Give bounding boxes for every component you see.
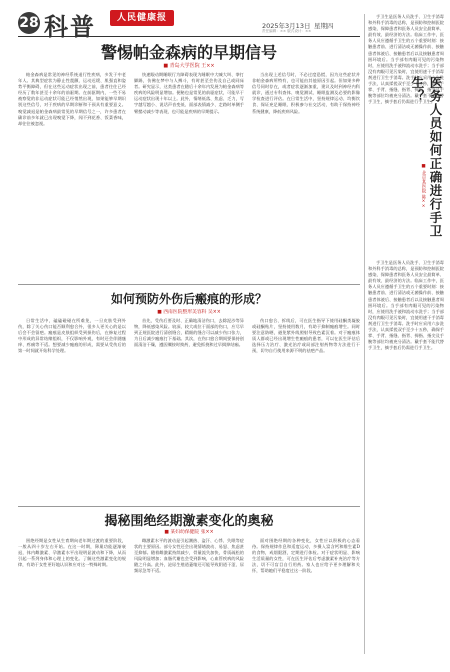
paragraph: 围绝经期是女性从生育期向老年期过渡的重要阶段，一般从四十岁左右开始。在这一时期，卵巢功能逐渐衰退，体内雌激素、孕激素水平出现明显波动和下降，从而引起一系列身体和心理上的变化。了解这些激素变化的规律，有助于女性更好地认识和应对这一特殊时期。 — [18, 538, 126, 568]
issue-date: 2025年3月13日 — [262, 22, 311, 30]
article-parkinson — [18, 38, 360, 256]
article-scar — [18, 288, 360, 500]
sidebar-intro — [368, 14, 444, 105]
article-hormone — [18, 508, 360, 668]
sidebar-body — [368, 260, 444, 660]
article-column-3 — [252, 318, 360, 498]
paragraph: 首先，受伤后要及时、正确地清洁伤口，去除泥沙等异物，降低感染风险。较深、较大或位于面部的伤口，应尽早到正规医院进行清创缝合，精细的缝合可以减少伤口张力，为日后减少瘢痕打下基础。其次，在伤口愈合期间要保持创面清洁干燥，遵医嘱按时换药，避免抓挠和过早揭掉结痂。 — [134, 318, 244, 348]
article-author: ■ 青岛大学医院 王×× — [163, 63, 215, 69]
paragraph: 日常生活中，磕磕碰碰在所难免，一旦皮肤受到外伤，除了关心伤口能否顺利愈合外，很多人更关心的是以后会不会留疤。瘢痕是皮肤组织受到损伤后，在修复过程中形成的异常结缔组织，不仅影响外观，有时还会伴随瘙痒、疼痛等不适。想要减少瘢痕的形成，需要从受伤后的第一时间就开始科学处理。 — [18, 318, 126, 354]
article-title: 如何预防外伤后瘢痕的形成？ — [110, 292, 267, 306]
article-column-3 — [252, 72, 360, 254]
paragraph: 手卫生是医务人员洗手、卫生手消毒和外科手消毒的总称，是预防和控制医院感染、保障患者和医务人员安全最简单、最有效、最经济的方法。临床工作中，医务人员应遵循手卫生的五个重要时刻：接触患者前、进行清洁或无菌操作前、接触患者体液后、接触患者后以及接触患者周围环境后。当手部有肉眼可见的污染物时，应使用洗手液和流动水洗手；当手部没有肉眼可见污染时，宜使用速干手消毒剂进行卫生手消毒。洗手时应采用六步洗手法，认真揉搓双手至少十五秒，确保手掌、手背、指缝、指背、拇指、指尖及手腕等部位均被充分清洁。戴手套不能代替手卫生，摘手套后仍需进行手卫生。 — [368, 14, 444, 105]
masthead — [0, 0, 360, 41]
article-column-1 — [18, 538, 126, 668]
paragraph: 当出现上述信号时，不必过度恐慌，因为这些症状并非帕金森病所特有，也可能由其他原因引起。但如果多种信号同时存在，或者症状逐渐加重，建议及时到神经内科就诊，通过专科查体、嗅觉测试、睡眠监测及必要的影像学检查进行评估。在日常生活中，坚持规律运动、均衡饮食、保证充足睡眠、积极参与社交活动，有助于保持神经系统健康，降低疾病风险。 — [252, 72, 360, 114]
paragraph: 帕金森病是常见的神经系统退行性疾病，多发于中老年人。其典型症状为静止性震颤、运动迟缓、肌强直和姿势平衡障碍，但在这些运动症状出现之前，患者往往已经经历了数年甚至十余年的前驱期。在前驱期内，一些不易被察觉的非运动症状可能已经悄然出现，如果能够早期识别这些信号，对于疾病的早期诊断和干预具有重要意义。嗅觉减退是帕金森病最常见的早期信号之一，许多患者在确诊前多年就已出现嗅觉下降，闻不到花香、饭菜香味，却往往被忽视。 — [18, 72, 126, 126]
page-number-badge — [18, 12, 40, 34]
section-title: 科普 — [44, 13, 96, 41]
section-divider — [18, 506, 360, 507]
section-divider — [18, 284, 360, 285]
paragraph: 伤口愈合、拆线后，可在医生指导下使用硅酮类凝胶或硅酮贴片，坚持使用数月，有助于抑制瘢痕增生。同时要注意防晒，避免紫外线照射导致色素沉着。对于瘢痕体质人群或已经出现增生性瘢痕的患者，可以在医生评估后选择压力治疗、激光治疗或局部注射药物等方法进行干预，切勿自行使用来源不明的祛疤产品。 — [252, 318, 360, 354]
issue-weekday: 星期四 — [314, 22, 334, 30]
sidebar-divider — [364, 14, 365, 654]
article-column-1 — [18, 318, 126, 498]
paragraph: 快速眼动期睡眠行为障碍表现为睡眠中大喊大叫、拳打脚踢，仿佛在梦中与人搏斗，有时甚至会伤及自己或同床者。研究显示，这类患者在随后十余年内发展为帕金森病等疾病的风险明显增加。便秘也是常见的前驱症状，可能早于运动症状出现十年以上。此外，情绪低落、焦虑、乏力，写字越写越小、说话声音变低、面部表情减少、走路时单侧手臂摆动减少等表现，也可能是疾病的早期提示。 — [134, 72, 244, 114]
masthead-rule — [18, 36, 360, 37]
article-column-3 — [252, 538, 360, 668]
sidebar-article — [366, 14, 446, 662]
paragraph: 手卫生是医务人员洗手、卫生手消毒和外科手消毒的总称，是预防和控制医院感染、保障患者和医务人员安全最简单、最有效、最经济的方法。临床工作中，医务人员应遵循手卫生的五个重要时刻：接触患者前、进行清洁或无菌操作前、接触患者体液后、接触患者后以及接触患者周围环境后。当手部有肉眼可见的污染物时，应使用洗手液和流动水洗手；当手部没有肉眼可见污染时，宜使用速干手消毒剂进行卫生手消毒。洗手时应采用六步洗手法，认真揉搓双手至少十五秒，确保手掌、手背、指缝、指背、拇指、指尖及手腕等部位均被充分清洁。戴手套不能代替手卫生，摘手套后仍需进行手卫生。 — [368, 260, 444, 351]
paper-name: 人民健康报 — [116, 13, 167, 23]
paragraph: 面对围绝经期的各种变化，女性应以积极的心态看待。保持规律作息和适度运动，多摄入富含钙和维生素D的食物，戒烟限酒，定期进行体检。对于症状明显、影响生活质量的女性，可在医生评估后考虑激素补充治疗等方法，切不可盲目自行用药。家人也应给予更多理解和关怀，帮助她们平稳度过这一阶段。 — [252, 538, 360, 574]
editor-credits: 责任编辑：×× 版式设计：×× — [262, 29, 312, 33]
article-author: ■ 西南医院整形美容科 吴×× — [157, 310, 221, 315]
article-column-2 — [134, 318, 244, 498]
paragraph: 雌激素水平的波动是引起潮热、盗汗、心悸、失眠等症状的主要原因。部分女性还会出现情绪波动、易怒、焦虑甚至抑郁。随着雌激素持续减少，骨量流失加快，骨质疏松的风险明显增加；血脂代谢也会受到影响，心血管疾病的风险随之升高。此外，泌尿生殖道萎缩还可能导致阴道干涩、尿频尿急等不适。 — [134, 538, 244, 574]
sidebar-title: 医务人员如何正确进行手卫生？ — [410, 76, 443, 238]
article-column-1 — [18, 72, 126, 254]
article-column-2 — [134, 72, 244, 254]
page-number: 28 — [19, 15, 39, 31]
paper-logo — [110, 10, 174, 26]
article-title: 警惕帕金森病的早期信号 — [100, 43, 277, 62]
article-column-2 — [134, 538, 244, 668]
article-author: ■ 某妇幼保健院 张×× — [164, 530, 214, 535]
sidebar-author: ■ 北京某医院 陈×× — [421, 164, 426, 209]
article-title: 揭秘围绝经期激素变化的奥秘 — [104, 514, 274, 529]
